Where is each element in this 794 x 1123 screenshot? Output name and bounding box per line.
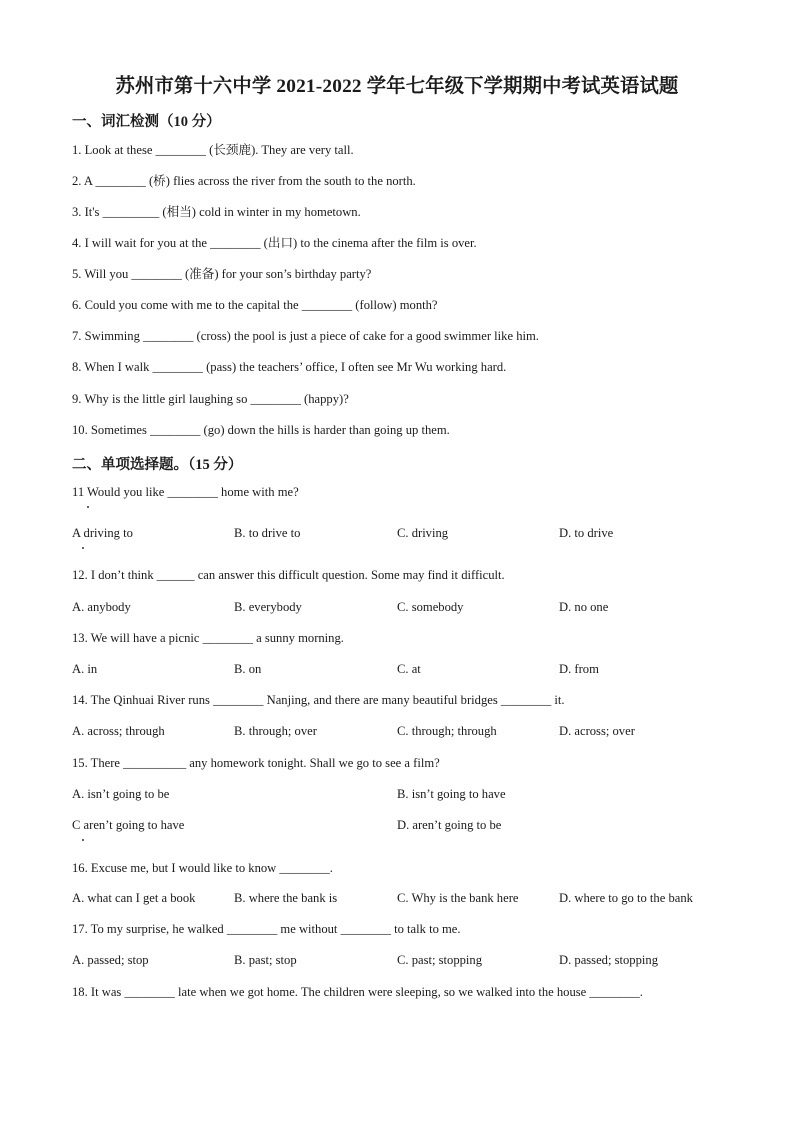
option-a: A. what can I get a book <box>72 891 196 905</box>
stray-dot-mark <box>87 506 89 508</box>
option-d: D. to drive <box>559 526 614 540</box>
section-heading-multiple-choice: 二、单项选择题。（15 分） <box>72 457 243 473</box>
question-stem: 16. Excuse me, but I would like to know ________. <box>72 861 333 875</box>
option-d: D. passed; stopping <box>559 953 658 967</box>
option-a: A. anybody <box>72 600 131 614</box>
stray-dot-mark <box>82 839 84 841</box>
vocab-item: 5. Will you ________ (准备) for your son’s birthday party? <box>72 267 372 281</box>
option-b: B. isn’t going to have <box>397 787 506 801</box>
option-a: A driving to <box>72 526 133 540</box>
question-stem: 12. I don’t think ______ can answer this difficult question. Some may find it difficult. <box>72 568 505 582</box>
vocab-item: 1. Look at these ________ (长颈鹿). They are very tall. <box>72 143 354 157</box>
vocab-item: 10. Sometimes ________ (go) down the hills is harder than going up them. <box>72 423 450 437</box>
vocab-item: 8. When I walk ________ (pass) the teachers’ office, I often see Mr Wu working hard. <box>72 360 507 374</box>
option-d: D. no one <box>559 600 609 614</box>
question-stem: 15. There __________ any homework tonight. Shall we go to see a film? <box>72 756 440 770</box>
question-stem: 14. The Qinhuai River runs ________ Nanjing, and there are many beautiful bridges ________ it. <box>72 693 565 707</box>
option-c: C. somebody <box>397 600 464 614</box>
option-c: C. at <box>397 662 421 676</box>
option-d: D. from <box>559 662 599 676</box>
vocab-item: 6. Could you come with me to the capital the ________ (follow) month? <box>72 298 438 312</box>
vocab-item: 4. I will wait for you at the ________ (出口) to the cinema after the film is over. <box>72 236 477 250</box>
stray-dot-mark <box>82 547 84 549</box>
vocab-item: 7. Swimming ________ (cross) the pool is just a piece of cake for a good swimmer like him. <box>72 329 539 343</box>
vocab-item: 2. A ________ (桥) flies across the river from the south to the north. <box>72 174 416 188</box>
option-a: A. passed; stop <box>72 953 149 967</box>
option-d: D. across; over <box>559 724 635 738</box>
option-b: B. to drive to <box>234 526 301 540</box>
question-stem: 11 Would you like ________ home with me? <box>72 485 299 499</box>
question-stem: 18. It was ________ late when we got home. The children were sleeping, so we walked into the house ________. <box>72 985 643 999</box>
option-c: C. driving <box>397 526 449 540</box>
option-b: B. through; over <box>234 724 317 738</box>
option-b: B. past; stop <box>234 953 297 967</box>
option-a: A. in <box>72 662 98 676</box>
option-c: C aren’t going to have <box>72 818 185 832</box>
vocab-item: 3. It's _________ (相当) cold in winter in my hometown. <box>72 205 361 219</box>
option-a: A. isn’t going to be <box>72 787 170 801</box>
option-b: B. everybody <box>234 600 302 614</box>
option-c: C. past; stopping <box>397 953 483 967</box>
option-a: A. across; through <box>72 724 165 738</box>
question-stem: 17. To my surprise, he walked ________ me without ________ to talk to me. <box>72 922 461 936</box>
question-stem: 13. We will have a picnic ________ a sunny morning. <box>72 631 344 645</box>
page-title: 苏州市第十六中学 2021-2022 学年七年级下学期期中考试英语试题 <box>115 76 679 97</box>
option-b: B. where the bank is <box>234 891 338 905</box>
option-c: C. Why is the bank here <box>397 891 519 905</box>
option-c: C. through; through <box>397 724 497 738</box>
option-d: D. aren’t going to be <box>397 818 502 832</box>
option-d: D. where to go to the bank <box>559 891 693 905</box>
vocab-item: 9. Why is the little girl laughing so ________ (happy)? <box>72 392 349 406</box>
section-heading-vocabulary: 一、词汇检测（10 分） <box>72 114 221 130</box>
option-b: B. on <box>234 662 262 676</box>
